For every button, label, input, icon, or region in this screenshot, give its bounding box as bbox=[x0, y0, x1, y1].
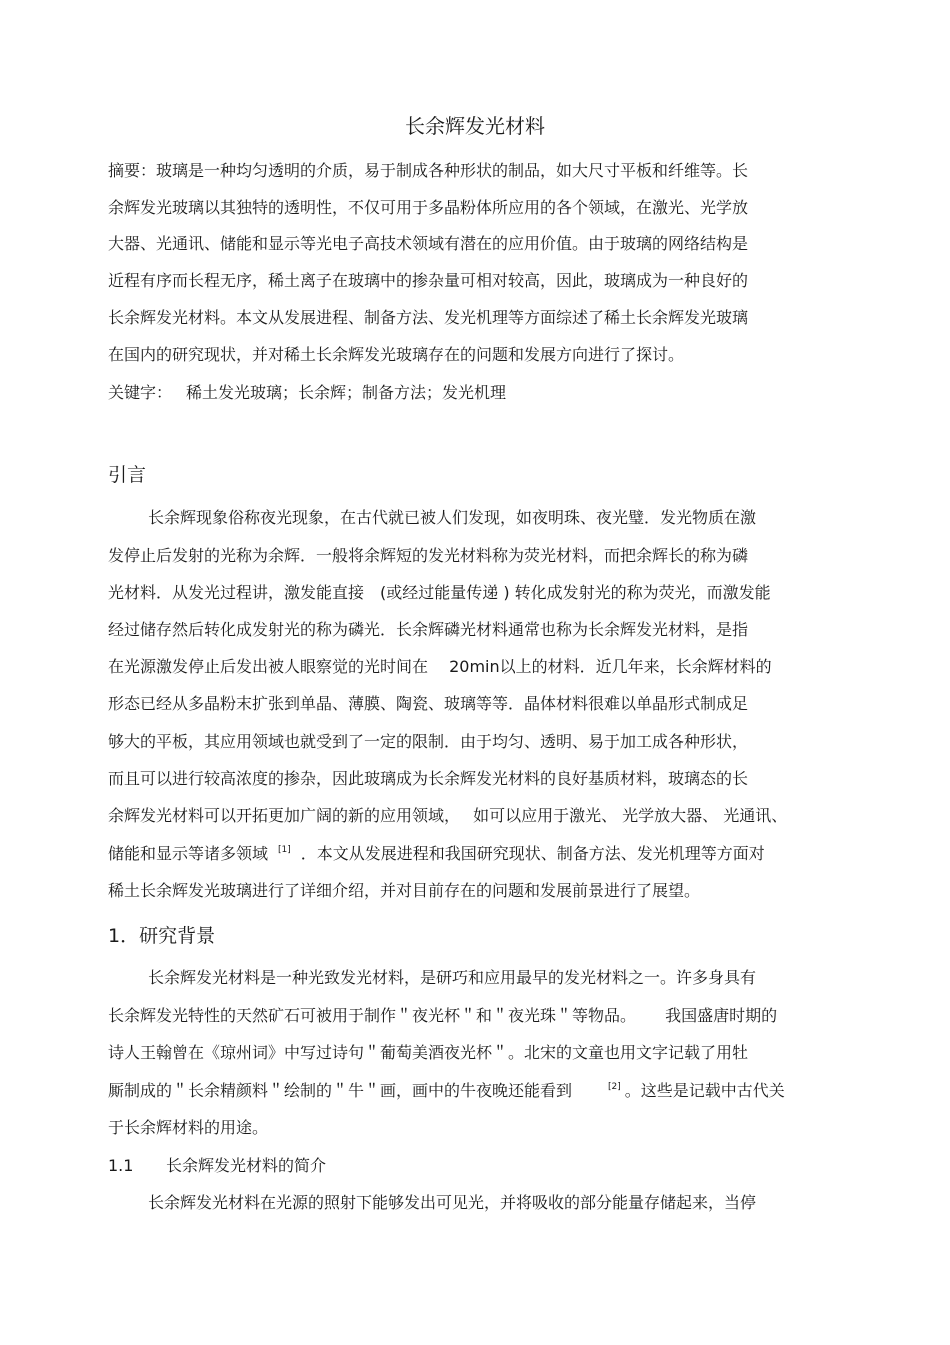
intro-line: 在光源激发停止后发出被人眼察觉的光时间在 20min以上的材料．近几年来，长余辉材料的 bbox=[108, 657, 772, 676]
intro-line: 长余辉现象俗称夜光现象，在古代就已被人们发现，如夜明珠、夜光璧．发光物质在激 bbox=[148, 508, 757, 527]
section-1-heading: 1．研究背景 bbox=[108, 925, 216, 947]
abstract-line: 大器、光通讯、储能和显示等光电子高技术领域有潜在的应用价值。由于玻璃的网络结构是 bbox=[108, 234, 749, 253]
section-1-1-line: 长余辉发光材料在光源的照射下能够发出可见光，并将吸收的部分能量存储起来，当停 bbox=[148, 1193, 757, 1212]
intro-line: 而且可以进行较高浓度的掺杂，因此玻璃成为长余辉发光材料的良好基质材料，玻璃态的长 bbox=[108, 769, 749, 788]
keywords-label: 关键字： bbox=[108, 383, 173, 402]
section-title: 长余辉发光材料的简介 bbox=[166, 1156, 327, 1175]
intro-line: 光材料．从发光过程讲，激发能直接 (或经过能量传递 ) 转化成发射光的称为荧光，而激发能 bbox=[108, 583, 771, 602]
document-title: 长余辉发光材料 bbox=[405, 114, 545, 138]
abstract-line: 在国内的研究现状，并对稀土长余辉发光玻璃存在的问题和发展方向进行了探讨。 bbox=[108, 345, 685, 364]
citation-ref[interactable]: [1] bbox=[278, 845, 291, 855]
intro-text: 储能和显示等诸多领域 bbox=[108, 844, 269, 863]
intro-heading: 引言 bbox=[108, 464, 147, 486]
section-1-text: 厮制成的＂长余精颜料＂绘制的＂牛＂画，画中的牛夜晚还能看到 bbox=[108, 1081, 573, 1100]
intro-line: 稀土长余辉发光玻璃进行了详细介绍，并对目前存在的问题和发展前景进行了展望。 bbox=[108, 881, 701, 900]
intro-line: 余辉发光材料可以开拓更加广阔的新的应用领域， 如可以应用于激光、 光学放大器、 光通讯、 bbox=[108, 806, 788, 825]
section-1-line: 于长余辉材料的用途。 bbox=[108, 1118, 269, 1137]
section-1-line bbox=[108, 1080, 785, 1102]
section-1-line: 长余辉发光材料是一种光致发光材料，是研巧和应用最早的发光材料之一。许多身具有 bbox=[148, 968, 757, 987]
section-1-1-heading bbox=[108, 1155, 326, 1177]
keywords-text: 稀土发光玻璃；长余辉；制备方法；发光机理 bbox=[186, 383, 507, 402]
abstract-line: 摘要：玻璃是一种均匀透明的介质，易于制成各种形状的制品，如大尺寸平板和纤维等。长 bbox=[108, 161, 749, 180]
citation-ref[interactable]: [2] bbox=[608, 1082, 621, 1092]
intro-text: ．本文从发展进程和我国研究现状、制备方法、发光机理等方面对 bbox=[300, 844, 765, 863]
keywords bbox=[108, 382, 506, 404]
intro-line: 够大的平板，其应用领域也就受到了一定的限制．由于均匀、透明、易于加工成各种形状， bbox=[108, 732, 749, 751]
abstract-line: 长余辉发光材料。本文从发展进程、制备方法、发光机理等方面综述了稀土长余辉发光玻璃 bbox=[108, 308, 749, 327]
section-1-line: 诗人王翰曾在《琼州词》中写过诗句＂葡萄美酒夜光杯＂。北宋的文童也用文字记载了用牡 bbox=[108, 1043, 749, 1062]
abstract-line: 近程有序而长程无序，稀土离子在玻璃中的掺杂量可相对较高，因此，玻璃成为一种良好的 bbox=[108, 271, 749, 290]
section-number: 1.1 bbox=[108, 1156, 134, 1175]
intro-line: 发停止后发射的光称为余辉．一般将余辉短的发光材料称为荧光材料，而把余辉长的称为磷 bbox=[108, 546, 749, 565]
intro-line bbox=[108, 843, 765, 865]
intro-line: 形态已经从多晶粉末扩张到单晶、薄膜、陶瓷、玻璃等等．晶体材料很难以单晶形式制成足 bbox=[108, 694, 749, 713]
section-1-line: 长余辉发光特性的天然矿石可被用于制作＂夜光杯＂和＂夜光珠＂等物品。 我国盛唐时期的 bbox=[108, 1006, 778, 1025]
abstract-line: 余辉发光玻璃以其独特的透明性，不仅可用于多晶粉体所应用的各个领域，在激光、光学放 bbox=[108, 198, 749, 217]
section-1-text: 。这些是记载中古代关 bbox=[624, 1081, 785, 1100]
intro-line: 经过储存然后转化成发射光的称为磷光．长余辉磷光材料通常也称为长余辉发光材料，是指 bbox=[108, 620, 749, 639]
